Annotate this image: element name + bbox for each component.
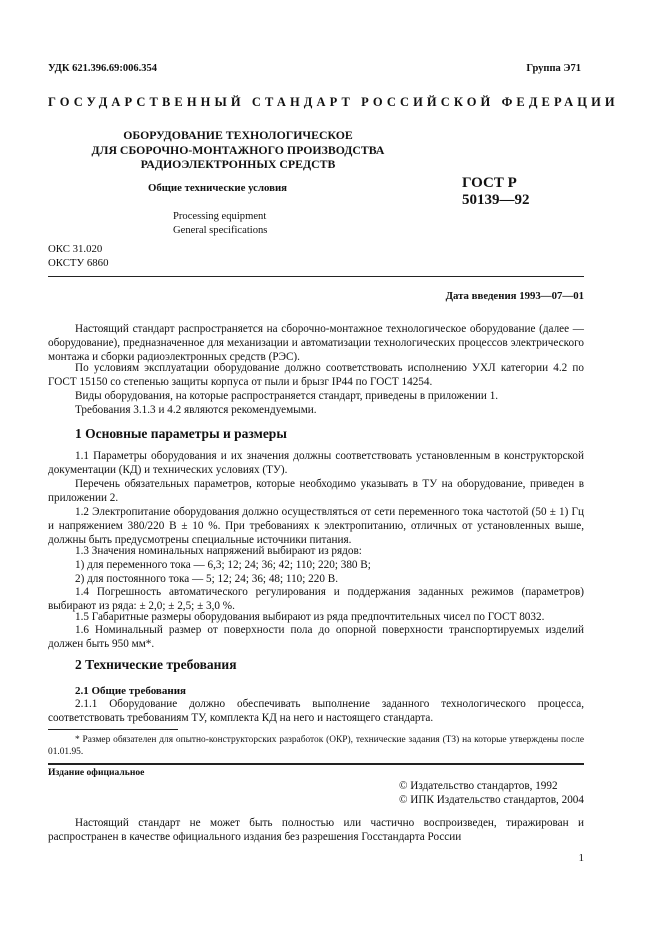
section-1-paragraph-4: 1.3 Значения номинальных напряжений выбирают из рядов: [75, 545, 362, 557]
gost-line-2: 50139—92 [462, 192, 530, 208]
title-line-2: ДЛЯ СБОРОЧНО-МОНТАЖНОГО ПРОИЗВОДСТВА [91, 142, 385, 157]
subtitle: Общие технические условия [148, 182, 288, 194]
intro-date: Дата введения 1993—07—01 [445, 290, 584, 302]
section-1-paragraph-6: 2) для постоянного тока — 5; 12; 24; 36; 48; 110; 220 В. [75, 573, 339, 585]
intro-paragraph-2: По условиям эксплуатации оборудование должно соответствовать исполнению УХЛ категории 4.2 по ГОСТ 15150 со степенью защиты корпуса от пыли и брызг IP44 по ГОСТ 14254. [48, 362, 584, 389]
udk-code: УДК 621.396.69:006.354 [48, 63, 157, 74]
intro-paragraph-1: Настоящий стандарт распространяется на сборочно-монтажное технологическое оборудование (далее — оборудование), предназначенное для механизации и автоматизации технологических процессов электрического монтажа и сборки радиоэлектронных средств (РЭС). [48, 323, 584, 364]
title-line-3: РАДИОЭЛЕКТРОННЫХ СРЕДСТВ [140, 157, 336, 171]
footnote-rule [48, 729, 178, 730]
oks-code: ОКС 31.020 [48, 243, 103, 255]
english-title-line-2: General specifications [173, 224, 268, 236]
section-1-heading: 1 Основные параметры и размеры [75, 426, 287, 441]
group-code: Группа Э71 [526, 63, 581, 74]
reproduction-notice: Настоящий стандарт не может быть полностью или частично воспроизведен, тиражирован и распространен в качестве официального издания без разрешения Госстандарта России [48, 817, 584, 844]
copyright-block [399, 779, 584, 807]
section-2-paragraph-1: 2.1.1 Оборудование должно обеспечивать выполнение заданного технологического процесса, соответствовать требованиям ТУ, комплекта КД на него и настоящего стандарта. [48, 698, 584, 725]
copyright-line-1: © Издательство стандартов, 1992 [398, 780, 558, 792]
footnote: * Размер обязателен для опытно-конструкторских разработок (ОКР), технические задания (ТЗ) на которые утверждены после 01.01.95. [48, 735, 584, 758]
intro-paragraph-4: Требования 3.1.3 и 4.2 являются рекомендуемыми. [75, 404, 317, 416]
section-1-paragraph-7: 1.4 Погрешность автоматического регулирования и поддержания заданных режимов (параметров) выбирают из ряда: ± 2,0; ± 2,5; ± 3,0 %. [48, 586, 584, 613]
english-title [173, 210, 267, 237]
section-1-paragraph-8: 1.5 Габаритные размеры оборудования выбирают из ряда предпочтительных чисел по ГОСТ 8032. [75, 611, 545, 623]
standard-line: ГОСУДАРСТВЕННЫЙ СТАНДАРТ РОССИЙСКОЙ ФЕДЕРАЦИИ [48, 95, 619, 109]
okstu-code: ОКСТУ 6860 [48, 256, 109, 269]
section-1-paragraph-2: Перечень обязательных параметров, которые необходимо указывать в ТУ на оборудование, приведен в приложении 2. [48, 478, 584, 505]
english-title-line-1: Processing equipment [173, 211, 267, 222]
classification-codes [48, 243, 108, 270]
page-number: 1 [578, 852, 584, 864]
gost-designation [462, 175, 530, 209]
title-line-1: ОБОРУДОВАНИЕ ТЕХНОЛОГИЧЕСКОЕ [123, 128, 353, 142]
section-1-paragraph-3: 1.2 Электропитание оборудования должно осуществляться от сети переменного тока частотой (50 ± 1) Гц и напряжением 380/220 В ± 10 %. При требованиях к электропитанию, отличных от установленных выше, должны быть предусмотрены специальные источники питания. [48, 506, 584, 547]
intro-paragraph-3: Виды оборудования, на которые распространяется стандарт, приведены в приложении 1. [75, 390, 499, 402]
section-2-heading: 2 Технические требования [75, 657, 237, 672]
divider [48, 276, 584, 277]
gost-line-1: ГОСТ Р [462, 175, 517, 191]
section-1-paragraph-5: 1) для переменного тока — 6,3; 12; 24; 36; 42; 110; 220; 380 В; [75, 559, 371, 571]
section-1-paragraph-9: 1.6 Номинальный размер от поверхности пола до опорной поверхности транспортируемых изделий должен быть 950 мм*. [48, 624, 584, 651]
section-2-1-heading: 2.1 Общие требования [75, 685, 186, 697]
section-1-paragraph-1: 1.1 Параметры оборудования и их значения должны соответствовать установленным в конструкторской документации (КД) и технических условиях (ТУ). [48, 450, 584, 477]
copyright-line-2: © ИПК Издательство стандартов, 2004 [398, 794, 584, 806]
document-title [48, 128, 428, 172]
edition-label: Издание официальное [48, 767, 145, 778]
edition-rule [48, 763, 584, 765]
